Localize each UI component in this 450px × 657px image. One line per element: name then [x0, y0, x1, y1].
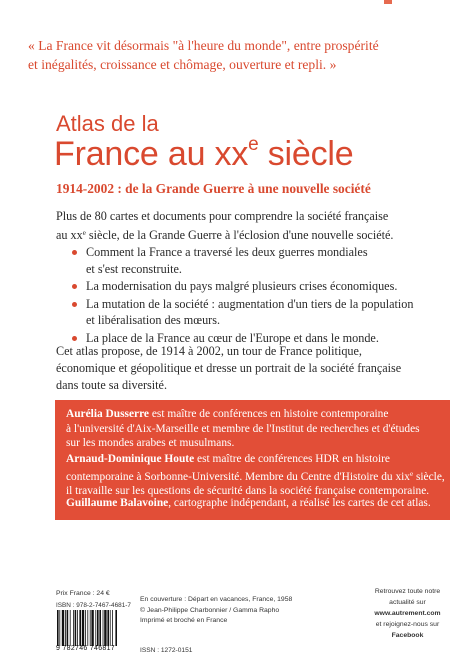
barcode-icon — [56, 610, 136, 646]
title-main — [54, 134, 354, 174]
barcode-number: 9 782746 746817 — [56, 645, 115, 652]
list-item-line-1: Comment la France a traversé les deux guerres mondiales — [86, 245, 368, 259]
note-line-2 — [365, 619, 450, 641]
publisher-url: www.autrement.com — [374, 610, 441, 617]
note-line-1: Retrouvez toute notre actualité sur — [374, 588, 441, 606]
bio-2-line-2 — [66, 467, 446, 485]
note-line-2-text: et rejoignez-nous sur — [375, 621, 440, 628]
bio-1-line-3: sur les mondes arabes et musulmans. — [66, 437, 235, 450]
feature-list — [72, 244, 417, 347]
author-bio-3 — [66, 496, 446, 511]
title-main-sup: e — [248, 134, 259, 155]
list-item — [72, 278, 417, 295]
title-top: Atlas de la — [56, 111, 159, 136]
list-item — [72, 296, 417, 329]
bio-3-text-1: , cartographe indépendant, a réalisé les cartes de cet atlas. — [168, 497, 431, 509]
credit-line-2: © Jean-Philippe Charbonnier / Gamma Rapho — [140, 606, 280, 614]
bio-1-text-1: est maître de conférences en histoire contemporaine — [149, 408, 389, 420]
bio-2-line-3: il travaille sur les questions de sécurité dans la société française contemporaine. — [66, 485, 430, 498]
bio-2-text-1: est maître de conférences HDR en histoire — [194, 453, 390, 465]
top-edge-mark — [384, 0, 392, 4]
intro-line-2-pre: au xx — [56, 228, 83, 242]
list-item-line-1: La place de la France au cœur de l'Europe et dans le monde. — [86, 330, 379, 345]
author-bio-2 — [66, 452, 446, 499]
price-label: Prix France : 24 € — [56, 590, 110, 597]
list-item — [72, 244, 417, 277]
credit-line-1: En couverture : Départ en vacances, France, 1958 — [140, 596, 293, 603]
summary-paragraph: Cet atlas propose, de 1914 à 2002, un tour de France politique, économique et géopolitique et dresse un portrait de la société française dans toute sa diversité. — [56, 344, 402, 392]
bullet-dot-icon — [72, 302, 77, 307]
publisher-note — [365, 586, 450, 641]
bullet-dot-icon — [72, 284, 77, 289]
back-cover-quote — [28, 36, 428, 74]
isbn-label: ISBN : 978-2-7467-4681-7 — [56, 602, 131, 609]
quote-line-1: « La France vit désormais "à l'heure du monde", entre prospérité — [28, 38, 379, 53]
intro-paragraph — [56, 208, 401, 244]
intro-line-2-post: siècle, de la Grande Guerre à l'éclosion d'une nouvelle société. — [85, 228, 394, 242]
bio-1-line-2: à l'université d'Aix-Marseille et membre de l'Institut de recherches et d'études — [66, 422, 420, 435]
list-item-line-1: La mutation de la société : augmentation d'un tiers de la population — [86, 296, 414, 311]
bio-3-line-1 — [66, 496, 446, 511]
credit-line-3: Imprimé et broché en France — [140, 617, 228, 625]
bullet-dot-icon — [72, 336, 77, 341]
authors-panel — [55, 400, 450, 520]
bio-2-text-2-pre: contemporaine à Sorbonne-Université. Membre du Centre d'Histoire du xix — [66, 470, 410, 483]
author-name-1: Aurélia Dusserre — [66, 408, 149, 420]
list-item-line-2: et libéralisation des mœurs. — [86, 313, 221, 327]
subtitle: 1914-2002 : de la Grande Guerre à une nouvelle société — [56, 181, 371, 196]
title-main-suffix: siècle — [258, 135, 354, 173]
bullet-dot-icon — [72, 250, 77, 255]
author-bio-1 — [66, 407, 446, 451]
intro-line-1: Plus de 80 cartes et documents pour comprendre la société française — [56, 209, 389, 223]
bio-2-sup: e — [410, 469, 414, 478]
facebook-label: Facebook — [391, 632, 424, 639]
bio-2-line-1 — [66, 452, 446, 467]
title-main-prefix: France au xx — [54, 135, 249, 173]
list-item-line-2: et s'est reconstruite. — [86, 261, 182, 276]
intro-line-2 — [56, 225, 401, 244]
bio-2-text-2-post: siècle, — [413, 470, 445, 483]
author-name-2: Arnaud-Dominique Houte — [66, 453, 195, 465]
intro-sup: e — [82, 229, 86, 237]
list-item-line-1: La modernisation du pays malgré plusieurs crises économiques. — [86, 279, 398, 293]
cover-credits — [140, 595, 292, 627]
author-name-3: Guillaume Balavoine — [66, 497, 169, 509]
issn-label: ISSN : 1272-0151 — [140, 647, 193, 654]
quote-line-2: et inégalités, croissance et chômage, ouverture et repli. » — [28, 57, 337, 72]
bio-1-line-1 — [66, 407, 446, 422]
